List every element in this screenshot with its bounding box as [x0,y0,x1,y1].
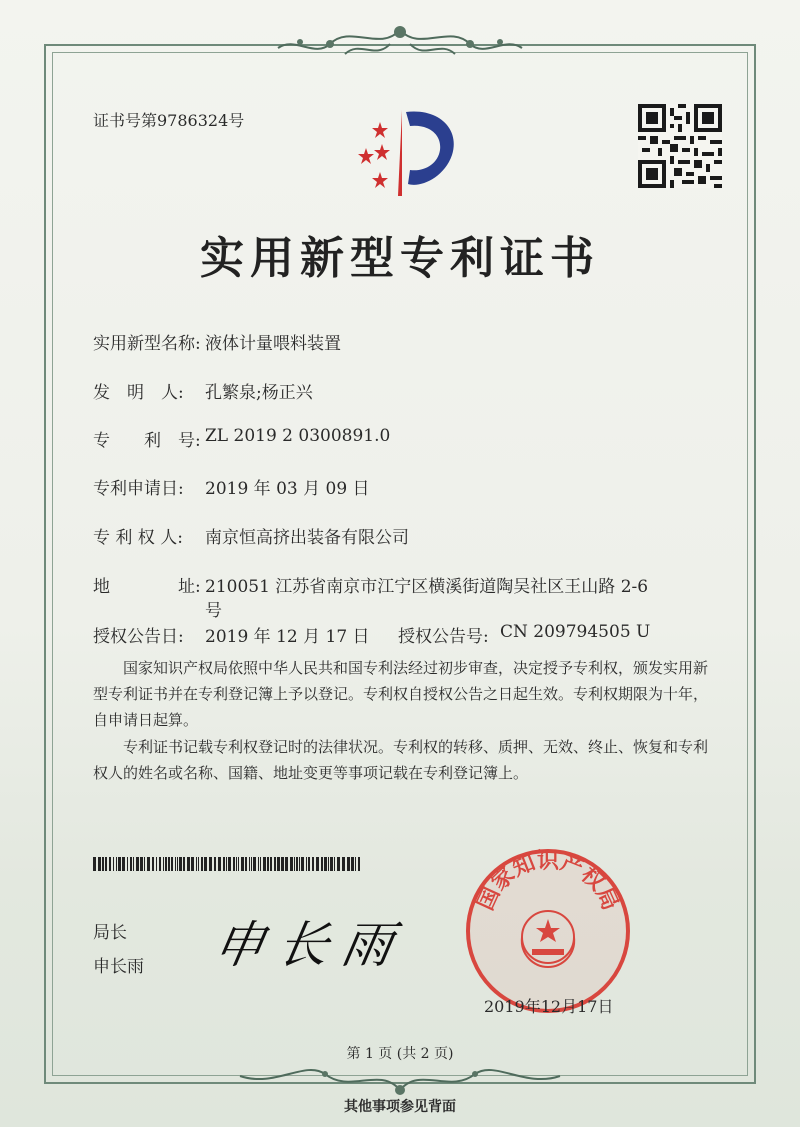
patent-number-label: 专 利 号: [93,431,201,451]
certificate-title: 实用新型专利证书 [200,233,600,284]
application-date-value: 2019 年 03 月 09 日 [205,479,370,499]
page-info: 第 1 页 (共 2 页) [346,1046,454,1062]
patentee-value: 南京恒高挤出装备有限公司 [205,528,409,548]
official-seal [462,845,634,1017]
address-value-line2: 号 [205,601,222,621]
certificate-number: 证书号第9786324号 [93,111,245,130]
seal-date: 2019年12月17日 [484,997,614,1016]
back-note: 其他事项参见背面 [344,1099,456,1115]
grant-statement-paragraph: 国家知识产权局依照中华人民共和国专利法经过初步审查，决定授予专利权，颁发实用新型专利证书并在专利登记簿上予以登记。专利权自授权公告之日起生效。专利权期限为十年，自申请日起算。 [93,659,709,729]
grant-announcement-number-label: 授权公告号: [398,627,489,647]
patent-number-value: ZL 2019 2 0300891.0 [205,426,391,446]
grant-announcement-number-value: CN 209794505 U [500,622,651,642]
address-label: 地 址: [93,577,201,597]
director-title: 局长 [93,923,127,943]
top-ornament [270,22,530,66]
utility-model-name-label: 实用新型名称: [93,334,201,354]
grant-announcement-date-label: 授权公告日: [93,627,184,647]
patentee-label: 专 利 权 人: [93,528,183,548]
inventor-label: 发 明 人: [93,383,184,403]
grant-announcement-date-value: 2019 年 12 月 17 日 [205,627,370,647]
barcode [93,857,363,871]
cnipa-logo [340,100,470,210]
bottom-ornament [230,1060,570,1100]
qr-code [638,104,722,188]
inventor-value: 孔繁泉;杨正兴 [205,383,313,403]
director-signature: 申长雨 [209,916,412,974]
application-date-label: 专利申请日: [93,479,184,499]
director-name: 申长雨 [93,957,144,977]
utility-model-name-value: 液体计量喂料装置 [205,334,341,354]
legal-status-paragraph: 专利证书记载专利权登记时的法律状况。专利权的转移、质押、无效、终止、恢复和专利权人的姓名或名称、国籍、地址变更等事项记载在专利登记簿上。 [93,738,709,782]
seal-text: 国家知识产权局 [473,848,623,915]
address-value-line1: 210051 江苏省南京市江宁区横溪街道陶吴社区王山路 2-6 [205,577,649,597]
